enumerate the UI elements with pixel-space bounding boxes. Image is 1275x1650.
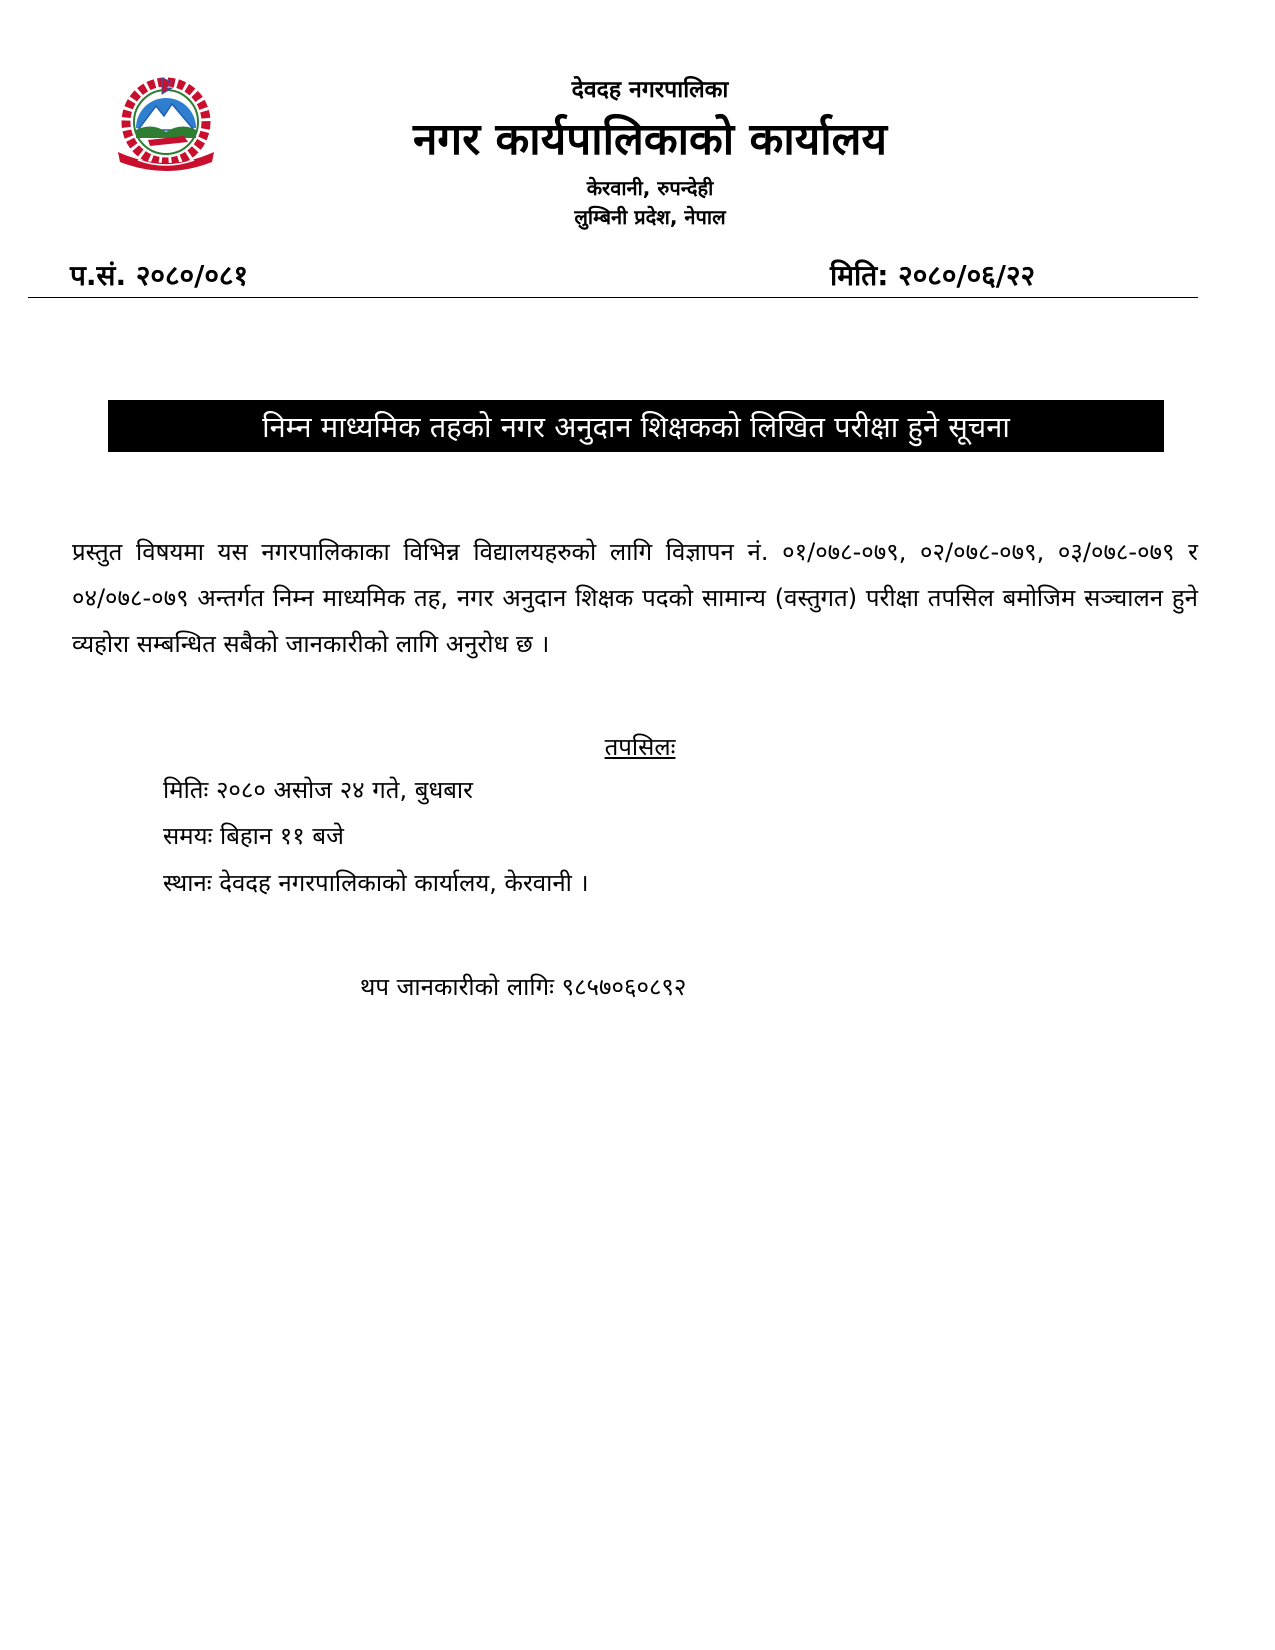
letter-date: मिति: २०८०/०६/२२ [830, 259, 1036, 292]
address-line-2: लुम्बिनी प्रदेश, नेपाल [574, 205, 726, 229]
office-title: नगर कार्यपालिकाको कार्यालय [413, 114, 887, 165]
letter-number: प.सं. २०८०/०८१ [70, 259, 249, 292]
schedule-heading: तपसिलः [604, 733, 676, 761]
notice-title-bar [108, 400, 1164, 452]
address-line-1: केरवानी, रुपन्देही [586, 176, 714, 200]
notice-title: निम्न माध्यमिक तहको नगर अनुदान शिक्षकको लिखित परीक्षा हुने सूचना [262, 409, 1010, 444]
nepal-emblem-icon [108, 76, 224, 176]
contact-info: थप जानकारीको लागिः ९८५७०६०८९२ [360, 973, 687, 1001]
schedule-date: मितिः २०८० असोज २४ गते, बुधबार [163, 776, 473, 804]
notice-body: प्रस्तुत विषयमा यस नगरपालिकाका विभिन्न विद्यालयहरुको लागि विज्ञापन नं. ०१/०७८-०७९, ०२/०७८-०७९, ०३/०७८-०७९ र ०४/०७८-०७९ अन्तर्गत निम्न माध्यमिक तह, नगर अनुदान शिक्षक पदको सामान्य (वस्तुगत) परीक्षा तपसिल बमोजिम सञ्चालन हुने व्यहोरा सम्बन्धित सबैको जानकारीको लागि अनुरोध छ । [72, 538, 1198, 658]
schedule-time: समयः बिहान ११ बजे [163, 822, 344, 850]
schedule-venue: स्थानः देवदह नगरपालिकाको कार्यालय, केरवानी । [163, 869, 589, 897]
header-divider [28, 297, 1198, 298]
municipality-name: देवदह नगरपालिका [571, 77, 729, 103]
